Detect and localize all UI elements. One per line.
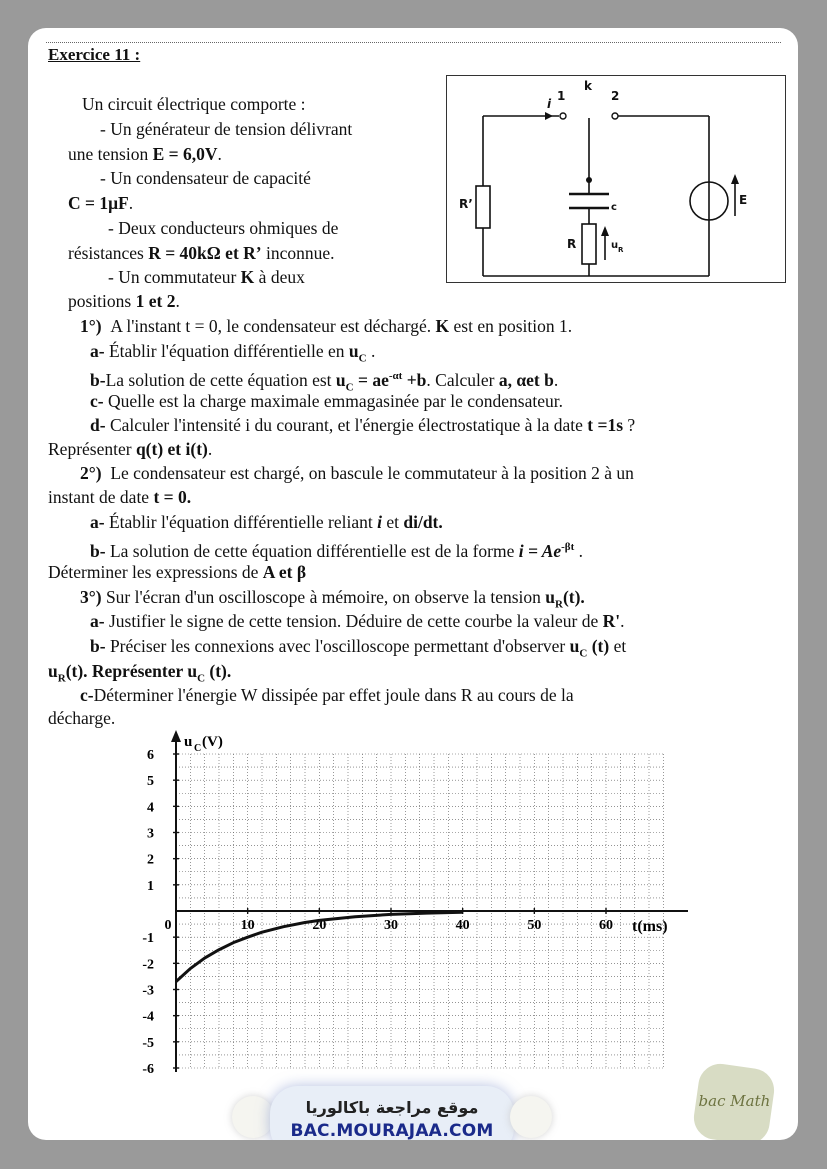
ur-var: u [545,587,555,607]
q2-text: Déterminer les expressions de [48,562,263,582]
uc-sub: C [579,647,588,660]
intro-line-7 [68,243,335,263]
q1-text: est en position 1. [449,316,573,336]
switch-k: K [435,316,450,336]
intro-text: positions [68,291,136,311]
q3c [80,685,574,705]
uc-sub: C [197,672,206,685]
q2-statement [80,463,634,483]
q3c-label: c- [80,685,94,705]
y-tick-label: 6 [147,748,154,763]
uc-sub: C [345,381,354,394]
intro-line-4: - Un condensateur de capacité [100,168,311,188]
q1b-label: b- [90,369,106,390]
x-tick-label: 30 [384,918,398,933]
x-tick-label: 50 [527,918,542,933]
q2a [90,512,443,532]
r-prime: R' [602,611,621,631]
q3b-label: b- [90,636,106,656]
label-position-1: 1 [557,89,566,103]
q3-number: 3°) [80,587,102,607]
time-value: t =1s [587,415,624,435]
footer-url[interactable]: BAC.MOURAJAA.COM [290,1121,494,1140]
intro-text: inconnue. [261,243,335,263]
x-tick-label: 40 [455,918,470,933]
circuit-svg [447,76,785,282]
time-value: t = 0. [153,487,192,507]
y-tick-label: -3 [142,983,154,999]
punctuation: . [128,193,134,213]
footer-arabic: موقع مراجعة باكالوريا [305,1098,479,1117]
ur-var: (t). [562,587,585,607]
y-axis-arrow [171,730,181,742]
y-axis-label-sub: C [194,743,202,754]
footer-banner[interactable] [270,1086,514,1140]
intro-line-1: Un circuit électrique comporte : [82,94,306,114]
y-tick-label: 4 [147,800,154,816]
uc-var: u [335,369,346,390]
punctuation: . [207,439,213,459]
label-position-2: 2 [611,89,620,103]
left-logo-icon [232,1096,274,1138]
q2a-label: a- [90,512,105,532]
q3a-text: Justifier le signe de cette tension. Déduire de cette courbe la valeur de [104,611,603,631]
q1d-label: d- [90,415,106,435]
solution-eq: i = Ae [518,540,562,561]
uc-var: (t) [587,636,610,656]
badge-text: bac Math [698,1092,771,1111]
bac-math-badge [691,1061,777,1140]
positions: 1 et 2 [135,291,176,311]
switch-k: K [240,267,255,287]
y-tick-label: 1 [147,878,154,894]
q1b-text: . Calculer [426,369,499,390]
uc-var: u [187,661,198,681]
q2-statement-2 [48,487,191,507]
exponent: -αt [388,370,403,382]
q2a-text: et [381,512,404,532]
y-axis-label-unit: (V) [202,734,223,750]
intro-line-8 [108,267,305,287]
constants: A et β [262,562,307,582]
q3a [90,611,625,631]
y-tick-label: 3 [147,826,154,842]
functions: q(t) et i(t) [135,439,208,459]
exercise-page [28,28,798,1140]
q1c-label: c- [90,391,104,411]
q3a-label: a- [90,611,105,631]
label-k: k [584,79,592,93]
y-axis-label: u [184,734,193,750]
y-tick-label: 2 [147,852,154,868]
x-tick-label: 60 [599,918,613,933]
q1d-text: Calculer l'intensité i du courant, et l'énergie électrostatique à la date [105,415,588,435]
punctuation: . [366,341,376,361]
capacitance-unit: μF [108,193,129,213]
x-tick-label: 20 [312,918,327,933]
y-tick-label: -5 [142,1035,154,1051]
uc-var: u [569,636,580,656]
y-tick-label: -2 [142,957,154,973]
chart-svg [128,720,688,1090]
punctuation: . [175,291,180,311]
q1-text: A l'instant t = 0, le condensateur est déchargé. [110,316,436,336]
q1c [90,391,563,411]
x-tick-label: 10 [240,918,255,933]
punctuation: ? [623,415,636,435]
q1-represent [48,439,212,459]
ur-sub: R [555,598,563,611]
punctuation: . [620,611,625,631]
uc-var: (t). [205,661,232,681]
solution-eq: = ae [353,369,389,390]
q2-text: instant de date [48,487,154,507]
constants: a, αet b [498,369,554,390]
label-e: E [739,193,748,207]
q1b-text: La solution de cette équation est [105,369,336,390]
intro-text: - Un commutateur [108,267,241,287]
solution-eq: +b [402,369,427,390]
q3b-text: Préciser les connexions avec l'oscilloscope permettant d'observer [105,636,570,656]
intro-line-9 [68,291,180,311]
q3-text: Sur l'écran d'un oscilloscope à mémoire, on observe la tension [105,587,546,607]
label-ur-sub: R [618,246,624,254]
intro-text: et [220,243,244,263]
exercise-title: Exercice 11 : [48,45,141,64]
q1c-text: Quelle est la charge maximale emmagasinée par le condensateur. [103,391,563,411]
y-tick-label: -1 [142,931,154,947]
q1a [90,341,375,369]
voltage-value: E = 6,0V [152,144,218,164]
q2b-text: La solution de cette équation différentielle est de la forme [105,540,519,561]
q2b [90,537,583,561]
q2-text: Le condensateur est chargé, on bascule le commutateur à la position 2 à un [110,463,634,483]
x-axis-label: t(ms) [632,918,668,935]
ur-var: u [48,661,58,681]
q3b-text: et [609,636,627,656]
intro-line-3 [68,144,222,164]
q3b [90,636,626,664]
capacitance-label: C = 1 [68,193,109,213]
q1-text: Représenter [48,439,136,459]
q1-number: 1°) [80,316,102,336]
current-var: i [377,512,382,532]
q1a-label: a- [90,341,105,361]
derivative: di/dt. [403,512,443,532]
y-tick-label: 5 [147,774,154,790]
resistance-value: R = 40kΩ [148,243,221,263]
intro-text: résistances [68,243,149,263]
label-r-prime: R’ [459,197,473,211]
q3c-2: décharge. [48,708,116,728]
label-i: i [547,97,552,111]
intro-line-5 [68,193,133,213]
label-c: c [611,202,617,213]
uc-sub: C [358,352,367,365]
q2-determine [48,562,306,582]
exponent: -βt [561,541,575,553]
r-prime: R’ [243,243,262,263]
y-tick-label: -4 [142,1009,154,1025]
punctuation: . [574,540,584,561]
intro-line-2: - Un générateur de tension délivrant [100,119,353,139]
q2-number: 2°) [80,463,102,483]
label-ur: u [611,240,619,251]
intro-text: à deux [254,267,305,287]
label-r: R [567,237,577,251]
intro-text: une tension [68,144,153,164]
right-logo-icon [510,1096,552,1138]
punctuation: . [553,369,559,390]
q2a-text: Établir l'équation différentielle reliant [104,512,378,532]
q1-statement [80,316,572,336]
q1d [90,415,635,435]
q2b-label: b- [90,540,106,561]
punctuation: . [217,144,222,164]
y-tick-label: -6 [142,1062,154,1077]
uc-var: u [348,341,359,361]
x-tick-label: 0 [164,918,172,933]
q3c-text: Déterminer l'énergie W dissipée par effet joule dans R au cours de la [93,685,574,705]
oscilloscope-chart [128,720,688,1095]
circuit-diagram [446,75,786,283]
intro-line-6: - Deux conducteurs ohmiques de [108,218,339,238]
q1a-text: Établir l'équation différentielle en [104,341,349,361]
q3b-text: (t). Représenter [65,661,188,681]
ur-sub: R [57,672,66,685]
top-dotted-rule [46,42,781,43]
